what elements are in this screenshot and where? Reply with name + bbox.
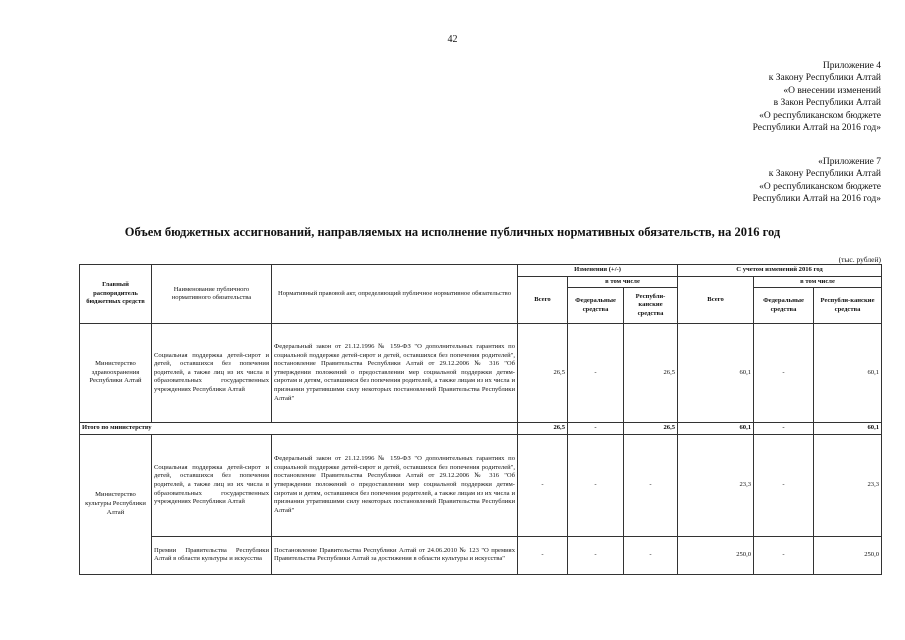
appendix-line: к Закону Республики Алтай <box>768 169 881 180</box>
federal-cell: - <box>754 434 814 536</box>
changes-total-cell: - <box>518 536 568 574</box>
appendix-line: к Закону Республики Алтай <box>768 73 881 84</box>
appendix-line: «О республиканском бюджете <box>759 110 881 121</box>
federal-cell: - <box>754 536 814 574</box>
table-row <box>80 536 882 574</box>
header-changes-total: Всего <box>518 276 568 324</box>
appendix-original-header <box>753 156 881 206</box>
org-cell: Министерство здравоохранения Республики Алтай <box>80 324 152 423</box>
total-cell: 250,0 <box>678 536 754 574</box>
appendix-line: Республики Алтай на 2016 год» <box>752 123 881 134</box>
republican-cell: 60,1 <box>814 324 882 423</box>
table-row <box>80 434 882 536</box>
republican-cell: 23,3 <box>814 434 882 536</box>
changes-total-cell: - <box>518 434 568 536</box>
appendix-line: Приложение 4 <box>822 61 881 71</box>
appendix-line: «Приложение 7 <box>818 157 881 167</box>
obligation-cell: Премии Правительства Республики Алтай в области культуры и искусства <box>152 536 272 574</box>
appendix-line: Республики Алтай на 2016 год» <box>752 194 881 205</box>
header-obligation: Наименование публичного нормативного обязательства <box>152 265 272 324</box>
changes-federal-cell: - <box>568 536 624 574</box>
obligation-cell: Социальная поддержка детей-сирот и детей, оставшихся без попечения родителей, а также лиц из их числа в образовательных государственных учреждениях Республики Алтай <box>152 324 272 423</box>
subtotal-label: Итого по министерству <box>80 423 518 435</box>
table-row <box>80 324 882 423</box>
subtotal-changes-federal: - <box>568 423 624 435</box>
header-changes-republican: Республи-канские средства <box>624 288 678 324</box>
appendix-line: в Закон Республики Алтай <box>773 98 881 109</box>
changes-federal-cell: - <box>568 434 624 536</box>
changes-federal-cell: - <box>568 324 624 423</box>
obligations-table <box>79 264 882 575</box>
federal-cell: - <box>754 324 814 423</box>
act-cell: Федеральный закон от 21.12.1996 № 159-ФЗ "О дополнительных гарантиях по социальной поддержке детей-сирот и детей, оставшихся без попечения родителей", постановление Правительства Республики Алтай от 29.12.2006 № 316 "Об утверждении положений о предоставлении мер социальной поддержки детям-сиротам и детям, оставшимся без попечения родителей, а также лицам из их числа и признании утратившими силу некоторых постановлений Правительства Республики Алтай" <box>272 324 518 423</box>
act-cell: Федеральный закон от 21.12.1996 № 159-ФЗ "О дополнительных гарантиях по социальной поддержке детей-сирот и детей, оставшихся без попечения родителей", постановление Правительства Республики Алтай от 29.12.2006 № 316 "Об утверждении положений о предоставлении мер социальной поддержки детям-сиротам и детям, оставшимся без попечения родителей, а также лицам из их числа и признании утратившими силу некоторых постановлений Правительства Республики Алтай" <box>272 434 518 536</box>
header-with-republican: Республи-канские средства <box>814 288 882 324</box>
changes-republican-cell: - <box>624 434 678 536</box>
subtotal-row <box>80 423 882 435</box>
subtotal-changes-republican: 26,5 <box>624 423 678 435</box>
header-with-changes: С учетом изменений 2016 год <box>678 265 882 277</box>
header-with-including: в том числе <box>754 276 882 288</box>
header-changes: Изменения (+/-) <box>518 265 678 277</box>
changes-total-cell: 26,5 <box>518 324 568 423</box>
total-cell: 60,1 <box>678 324 754 423</box>
page-number: 42 <box>447 34 458 45</box>
subtotal-republican: 60,1 <box>814 423 882 435</box>
subtotal-federal: - <box>754 423 814 435</box>
header-with-federal: Федеральные средства <box>754 288 814 324</box>
subtotal-total: 60,1 <box>678 423 754 435</box>
header-org: Главный распорядитель бюджетных средств <box>80 265 152 324</box>
header-with-total: Всего <box>678 276 754 324</box>
header-act: Нормативный правовой акт, определяющий публичное нормативное обязательство <box>272 265 518 324</box>
changes-republican-cell: - <box>624 536 678 574</box>
act-cell: Постановление Правительства Республики Алтай от 24.06.2010 № 123 "О премиях Правительства Республики Алтай за достижения в области культуры и искусства" <box>272 536 518 574</box>
appendix-line: «О внесении изменений <box>783 85 881 96</box>
republican-cell: 250,0 <box>814 536 882 574</box>
obligation-cell: Социальная поддержка детей-сирот и детей, оставшихся без попечения родителей, а также лиц из их числа в образовательных государственных учреждениях Республики Алтай <box>152 434 272 536</box>
units-note: (тыс. рублей) <box>838 255 881 264</box>
org-cell: Министерство культуры Республики Алтай <box>80 434 152 574</box>
changes-republican-cell: 26,5 <box>624 324 678 423</box>
header-changes-including: в том числе <box>568 276 678 288</box>
total-cell: 23,3 <box>678 434 754 536</box>
appendix-line: «О республиканском бюджете <box>759 181 881 192</box>
document-title: Объем бюджетных ассигнований, направляемых на исполнение публичных нормативных обязательств, на 2016 год <box>124 225 781 239</box>
appendix-header <box>753 60 881 134</box>
header-changes-federal: Федеральные средства <box>568 288 624 324</box>
subtotal-changes-total: 26,5 <box>518 423 568 435</box>
